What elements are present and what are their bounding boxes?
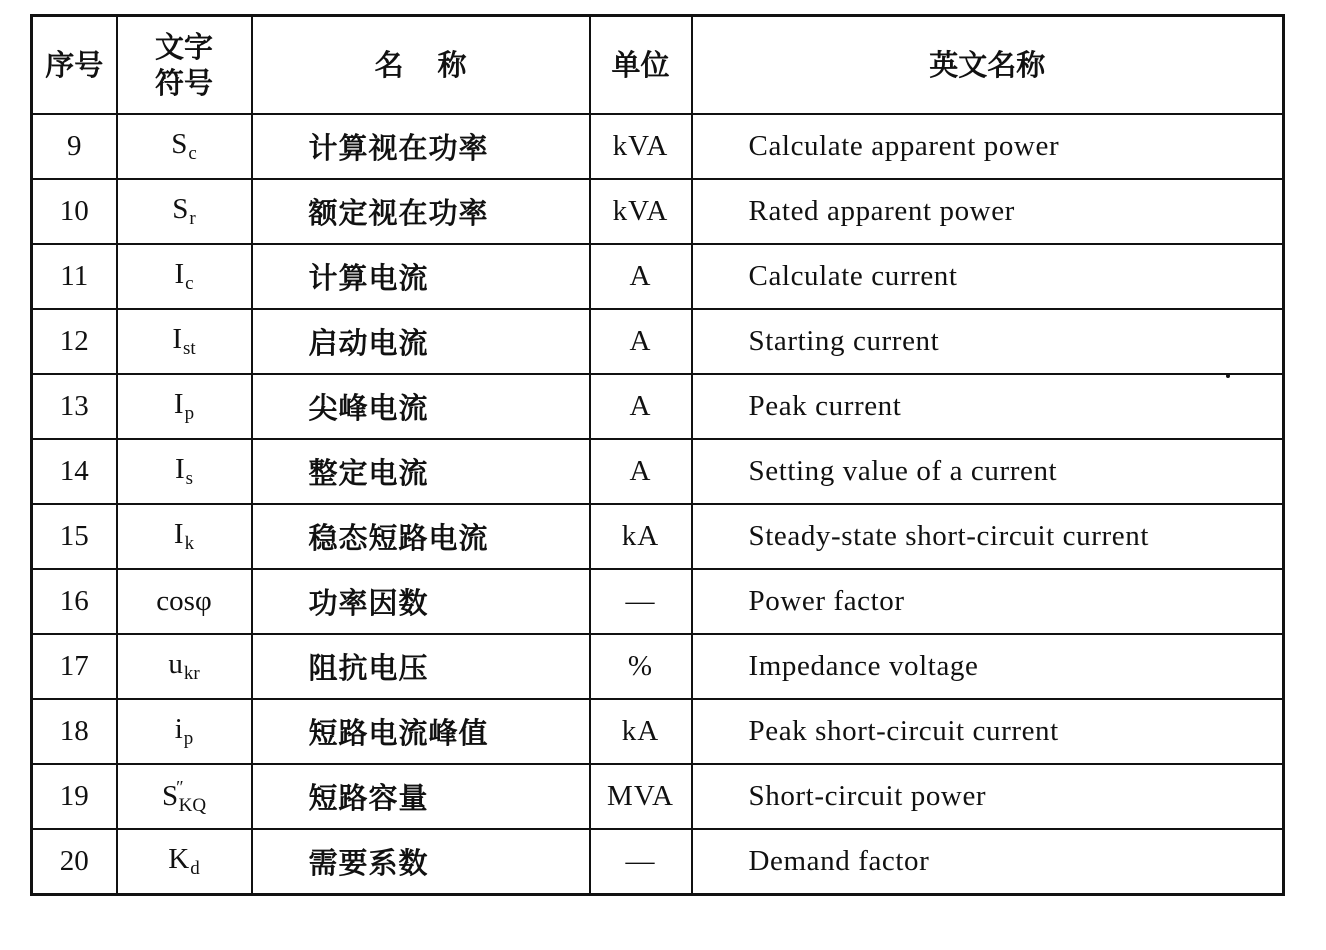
row-unit: kVA: [590, 179, 692, 244]
row-unit: kA: [590, 699, 692, 764]
table-row: [32, 114, 1284, 179]
table-row: [32, 179, 1284, 244]
row-symbol: [117, 504, 252, 569]
row-chinese-name: 尖峰电流: [252, 374, 590, 439]
row-chinese-name: 阻抗电压: [252, 634, 590, 699]
table-row: [32, 699, 1284, 764]
row-chinese-name: 稳态短路电流: [252, 504, 590, 569]
symbol-subscript: s: [185, 468, 194, 489]
table-row: [32, 439, 1284, 504]
row-english-name: Power factor: [692, 569, 1284, 634]
symbol-main: S: [161, 779, 179, 812]
symbol-subscript: kr: [183, 663, 200, 684]
row-unit: MVA: [590, 764, 692, 829]
symbol-subscript: st: [182, 338, 196, 359]
symbol-main: u: [168, 648, 183, 680]
row-unit: A: [590, 309, 692, 374]
header-symbol: [117, 16, 252, 115]
symbol-subscript: k: [184, 533, 195, 554]
table-body: [32, 114, 1284, 895]
row-number: 17: [32, 634, 117, 699]
row-number: 13: [32, 374, 117, 439]
symbol-main: I: [172, 323, 182, 355]
table-row: [32, 309, 1284, 374]
table-row: [32, 374, 1284, 439]
row-unit: kA: [590, 504, 692, 569]
row-english-name: Steady-state short-circuit current: [692, 504, 1284, 569]
row-number: 14: [32, 439, 117, 504]
row-symbol: [117, 829, 252, 895]
row-symbol: [117, 634, 252, 699]
scan-speck: [1226, 374, 1230, 378]
row-chinese-name: 启动电流: [252, 309, 590, 374]
row-unit: kVA: [590, 114, 692, 179]
row-symbol: [117, 114, 252, 179]
row-symbol: [117, 699, 252, 764]
header-row: [32, 16, 1284, 115]
header-name: 名称: [252, 16, 590, 115]
symbol-main: I: [174, 453, 185, 485]
symbol-main: S: [172, 193, 189, 225]
symbol-main: i: [174, 713, 183, 745]
table-row: [32, 764, 1284, 829]
row-chinese-name: 整定电流: [252, 439, 590, 504]
header-symbol-line2: 符号: [154, 66, 213, 100]
symbol-subscript: p: [183, 728, 194, 749]
row-number: 12: [32, 309, 117, 374]
symbol-main: S: [171, 128, 188, 160]
row-symbol: [117, 764, 252, 829]
row-symbol: [117, 374, 252, 439]
row-english-name: Impedance voltage: [692, 634, 1284, 699]
symbol-subscript: d: [190, 858, 200, 879]
row-symbol: [117, 179, 252, 244]
table-header: [32, 16, 1284, 115]
symbol-subscript: p: [184, 403, 195, 424]
row-english-name: Peak short-circuit current: [692, 699, 1284, 764]
table-row: [32, 829, 1284, 895]
symbol-subscript: KQ: [178, 794, 207, 816]
row-chinese-name: 短路电流峰值: [252, 699, 590, 764]
header-symbol-line1: 文字: [154, 30, 213, 64]
symbol-subscript: r: [189, 208, 196, 229]
symbol-main: K: [168, 843, 190, 875]
symbol-table: [30, 14, 1285, 896]
row-unit: A: [590, 244, 692, 309]
row-number: 20: [32, 829, 117, 895]
row-symbol: [117, 569, 252, 634]
document-page: [30, 14, 1282, 918]
row-english-name: Short-circuit power: [692, 764, 1284, 829]
table-row: [32, 569, 1284, 634]
row-chinese-name: 功率因数: [252, 569, 590, 634]
symbol-main: I: [173, 518, 184, 550]
row-number: 11: [32, 244, 117, 309]
row-chinese-name: 需要系数: [252, 829, 590, 895]
row-symbol: [117, 244, 252, 309]
row-unit: —: [590, 569, 692, 634]
row-english-name: Peak current: [692, 374, 1284, 439]
symbol-main: I: [174, 258, 185, 290]
row-chinese-name: 计算视在功率: [252, 114, 590, 179]
row-chinese-name: 额定视在功率: [252, 179, 590, 244]
row-unit: A: [590, 374, 692, 439]
table-row: [32, 504, 1284, 569]
symbol-main: cosφ: [156, 585, 212, 617]
row-unit: %: [590, 634, 692, 699]
row-english-name: Calculate current: [692, 244, 1284, 309]
table-row: [32, 634, 1284, 699]
row-english-name: Demand factor: [692, 829, 1284, 895]
header-english: 英文名称: [692, 16, 1284, 115]
row-number: 9: [32, 114, 117, 179]
symbol-subscript: c: [185, 273, 194, 294]
row-number: 16: [32, 569, 117, 634]
symbol-main: I: [173, 388, 184, 420]
header-unit: 单位: [590, 16, 692, 115]
row-number: 19: [32, 764, 117, 829]
symbol-superscript: ″: [176, 776, 184, 797]
row-symbol: [117, 439, 252, 504]
row-english-name: Calculate apparent power: [692, 114, 1284, 179]
row-number: 15: [32, 504, 117, 569]
row-chinese-name: 短路容量: [252, 764, 590, 829]
row-chinese-name: 计算电流: [252, 244, 590, 309]
row-number: 10: [32, 179, 117, 244]
row-english-name: Setting value of a current: [692, 439, 1284, 504]
row-number: 18: [32, 699, 117, 764]
row-symbol: [117, 309, 252, 374]
row-unit: —: [590, 829, 692, 895]
row-english-name: Starting current: [692, 309, 1284, 374]
symbol-subscript: c: [188, 143, 197, 164]
header-no: 序号: [32, 16, 117, 115]
row-english-name: Rated apparent power: [692, 179, 1284, 244]
row-unit: A: [590, 439, 692, 504]
table-row: [32, 244, 1284, 309]
